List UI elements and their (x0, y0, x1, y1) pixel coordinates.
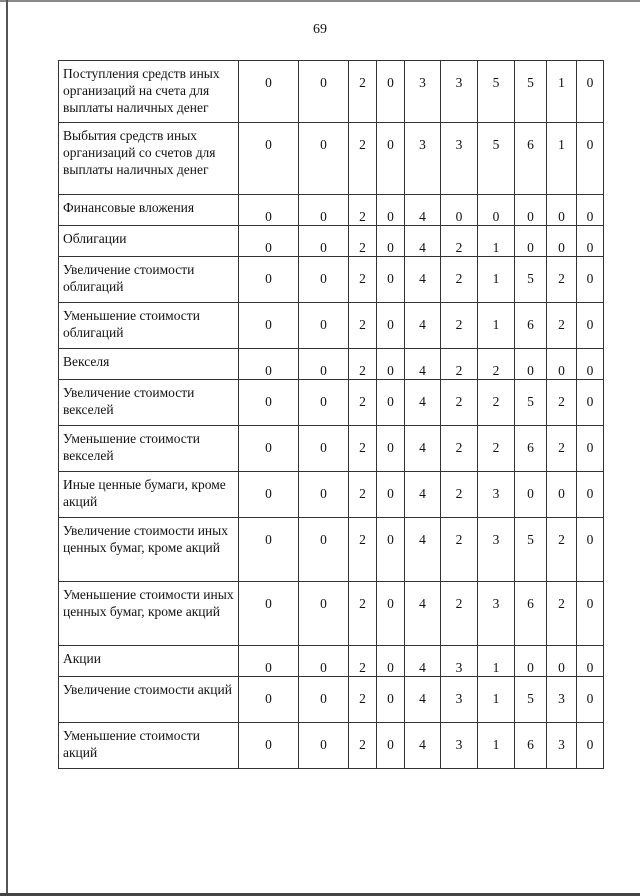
code-digit: 4 (405, 723, 441, 769)
code-digit: 1 (478, 677, 515, 723)
code-digit: 2 (547, 380, 577, 426)
code-digit: 2 (349, 195, 377, 226)
code-digit: 0 (377, 582, 405, 646)
code-digit: 4 (405, 472, 441, 518)
code-digit: 2 (441, 257, 478, 303)
code-digit: 0 (239, 123, 299, 195)
code-digit: 0 (577, 518, 604, 582)
code-digit: 2 (349, 723, 377, 769)
code-digit: 2 (349, 582, 377, 646)
table-row (59, 257, 604, 303)
code-digit: 0 (547, 195, 577, 226)
code-digit: 2 (349, 518, 377, 582)
code-digit: 3 (478, 582, 515, 646)
code-digit: 0 (577, 646, 604, 677)
code-digit: 3 (405, 123, 441, 195)
code-digit: 0 (377, 303, 405, 349)
page-number: 69 (313, 22, 327, 37)
code-digit: 1 (478, 257, 515, 303)
code-digit: 0 (299, 257, 349, 303)
code-digit: 4 (405, 257, 441, 303)
table-row (59, 380, 604, 426)
code-digit: 2 (547, 257, 577, 303)
code-digit: 0 (577, 257, 604, 303)
code-digit: 0 (299, 349, 349, 380)
code-digit: 2 (441, 582, 478, 646)
row-label: Финансовые вложения (59, 195, 239, 226)
code-digit: 2 (441, 426, 478, 472)
code-digit: 0 (377, 380, 405, 426)
code-digit: 3 (441, 646, 478, 677)
code-digit: 0 (577, 472, 604, 518)
code-digit: 5 (515, 257, 547, 303)
code-digit: 3 (441, 677, 478, 723)
code-digit: 2 (441, 472, 478, 518)
code-digit: 4 (405, 195, 441, 226)
row-label: Уменьшение стоимости акций (59, 723, 239, 769)
table-row (59, 61, 604, 123)
code-digit: 5 (515, 380, 547, 426)
code-digit: 2 (441, 349, 478, 380)
row-label: Увеличение стоимости векселей (59, 380, 239, 426)
scan-edge-left (6, 0, 8, 896)
code-digit: 2 (547, 303, 577, 349)
code-digit: 6 (515, 303, 547, 349)
code-digit: 0 (577, 380, 604, 426)
row-label: Облигации (59, 226, 239, 257)
row-label: Уменьшение стоимости иных ценных бумаг, кроме акций (59, 582, 239, 646)
row-label: Поступления средств иных организаций на счета для выплаты наличных денег (59, 61, 239, 123)
code-digit: 0 (377, 195, 405, 226)
row-label: Акции (59, 646, 239, 677)
code-digit: 0 (299, 195, 349, 226)
code-digit: 4 (405, 646, 441, 677)
code-digit: 0 (299, 677, 349, 723)
code-digit: 0 (547, 646, 577, 677)
code-digit: 5 (515, 61, 547, 123)
table-row (59, 723, 604, 769)
code-digit: 0 (547, 226, 577, 257)
table-row (59, 123, 604, 195)
row-label: Выбытия средств иных организаций со счетов для выплаты наличных денег (59, 123, 239, 195)
code-digit: 2 (349, 426, 377, 472)
code-digit: 2 (349, 380, 377, 426)
code-digit: 4 (405, 582, 441, 646)
code-digit: 0 (299, 426, 349, 472)
code-digit: 2 (349, 677, 377, 723)
code-digit: 2 (349, 61, 377, 123)
code-digit: 5 (515, 518, 547, 582)
code-digit: 1 (478, 723, 515, 769)
code-digit: 0 (515, 646, 547, 677)
code-digit: 0 (299, 303, 349, 349)
code-digit: 1 (478, 303, 515, 349)
code-digit: 0 (577, 582, 604, 646)
code-digit: 5 (478, 61, 515, 123)
code-digit: 0 (299, 518, 349, 582)
code-digit: 0 (239, 349, 299, 380)
code-digit: 5 (515, 677, 547, 723)
code-digit: 2 (349, 123, 377, 195)
code-digit: 0 (299, 582, 349, 646)
code-digit: 3 (547, 723, 577, 769)
code-digit: 0 (515, 195, 547, 226)
code-digit: 0 (377, 472, 405, 518)
scan-edge-top (0, 0, 640, 2)
code-digit: 0 (515, 472, 547, 518)
code-digit: 5 (478, 123, 515, 195)
table-row (59, 518, 604, 582)
code-digit: 0 (239, 723, 299, 769)
code-digit: 4 (405, 349, 441, 380)
code-digit: 0 (577, 723, 604, 769)
code-digit: 4 (405, 303, 441, 349)
code-digit: 2 (441, 380, 478, 426)
code-digit: 0 (377, 226, 405, 257)
code-digit: 0 (577, 677, 604, 723)
code-digit: 0 (577, 226, 604, 257)
code-digit: 0 (299, 380, 349, 426)
row-label: Уменьшение стоимости облигаций (59, 303, 239, 349)
code-digit: 2 (349, 303, 377, 349)
code-digit: 0 (478, 195, 515, 226)
code-digit: 4 (405, 677, 441, 723)
code-digit: 0 (299, 646, 349, 677)
code-digit: 4 (405, 226, 441, 257)
code-digit: 3 (478, 472, 515, 518)
code-digit: 0 (515, 226, 547, 257)
row-label: Увеличение стоимости иных ценных бумаг, кроме акций (59, 518, 239, 582)
code-digit: 6 (515, 123, 547, 195)
table-row (59, 677, 604, 723)
row-label: Уменьшение стоимости векселей (59, 426, 239, 472)
code-digit: 3 (405, 61, 441, 123)
code-digit: 1 (478, 226, 515, 257)
code-digit: 0 (515, 349, 547, 380)
code-digit: 1 (547, 123, 577, 195)
row-label: Увеличение стоимости акций (59, 677, 239, 723)
code-digit: 0 (239, 677, 299, 723)
code-digit: 6 (515, 582, 547, 646)
row-label: Векселя (59, 349, 239, 380)
code-digit: 0 (239, 195, 299, 226)
code-digit: 4 (405, 518, 441, 582)
code-digit: 0 (377, 257, 405, 303)
code-digit: 2 (349, 646, 377, 677)
code-digit: 0 (239, 380, 299, 426)
code-digit: 3 (441, 61, 478, 123)
code-digit: 0 (299, 472, 349, 518)
code-digit: 3 (441, 723, 478, 769)
code-digit: 2 (547, 582, 577, 646)
code-digit: 0 (577, 349, 604, 380)
code-digit: 4 (405, 380, 441, 426)
code-digit: 3 (478, 518, 515, 582)
row-label: Увеличение стоимости облигаций (59, 257, 239, 303)
code-digit: 2 (547, 426, 577, 472)
code-digit: 6 (515, 426, 547, 472)
code-digit: 0 (239, 472, 299, 518)
code-digit: 0 (239, 226, 299, 257)
code-digit: 0 (299, 226, 349, 257)
code-digit: 0 (239, 518, 299, 582)
code-digit: 3 (441, 123, 478, 195)
code-digit: 0 (239, 257, 299, 303)
code-digit: 2 (478, 349, 515, 380)
code-digit: 0 (299, 61, 349, 123)
code-digit: 2 (478, 380, 515, 426)
code-digit: 2 (349, 349, 377, 380)
code-digit: 0 (377, 723, 405, 769)
code-digit: 0 (239, 582, 299, 646)
codes-table (58, 60, 604, 769)
code-digit: 0 (577, 426, 604, 472)
table-row (59, 303, 604, 349)
code-digit: 0 (377, 426, 405, 472)
code-digit: 1 (478, 646, 515, 677)
code-digit: 0 (377, 677, 405, 723)
code-digit: 0 (377, 518, 405, 582)
table-row (59, 349, 604, 380)
code-digit: 0 (239, 426, 299, 472)
table-row (59, 226, 604, 257)
code-digit: 2 (349, 257, 377, 303)
code-digit: 0 (577, 303, 604, 349)
code-digit: 0 (377, 349, 405, 380)
code-digit: 1 (547, 61, 577, 123)
code-digit: 2 (441, 303, 478, 349)
code-digit: 2 (349, 472, 377, 518)
code-digit: 0 (441, 195, 478, 226)
code-digit: 2 (441, 226, 478, 257)
code-digit: 2 (441, 518, 478, 582)
table-row (59, 426, 604, 472)
code-digit: 0 (577, 195, 604, 226)
code-digit: 0 (377, 123, 405, 195)
code-digit: 0 (577, 61, 604, 123)
code-digit: 0 (547, 472, 577, 518)
row-label: Иные ценные бумаги, кроме акций (59, 472, 239, 518)
code-digit: 2 (478, 426, 515, 472)
code-digit: 4 (405, 426, 441, 472)
code-digit: 6 (515, 723, 547, 769)
code-digit: 0 (299, 723, 349, 769)
table-row (59, 195, 604, 226)
code-digit: 2 (349, 226, 377, 257)
code-digit: 0 (377, 646, 405, 677)
code-digit: 0 (299, 123, 349, 195)
table-row (59, 472, 604, 518)
code-digit: 0 (377, 61, 405, 123)
code-digit: 0 (239, 646, 299, 677)
code-digit: 0 (239, 303, 299, 349)
code-digit: 0 (239, 61, 299, 123)
code-digit: 3 (547, 677, 577, 723)
table-row (59, 646, 604, 677)
code-digit: 0 (547, 349, 577, 380)
code-digit: 2 (547, 518, 577, 582)
table-row (59, 582, 604, 646)
code-digit: 0 (577, 123, 604, 195)
